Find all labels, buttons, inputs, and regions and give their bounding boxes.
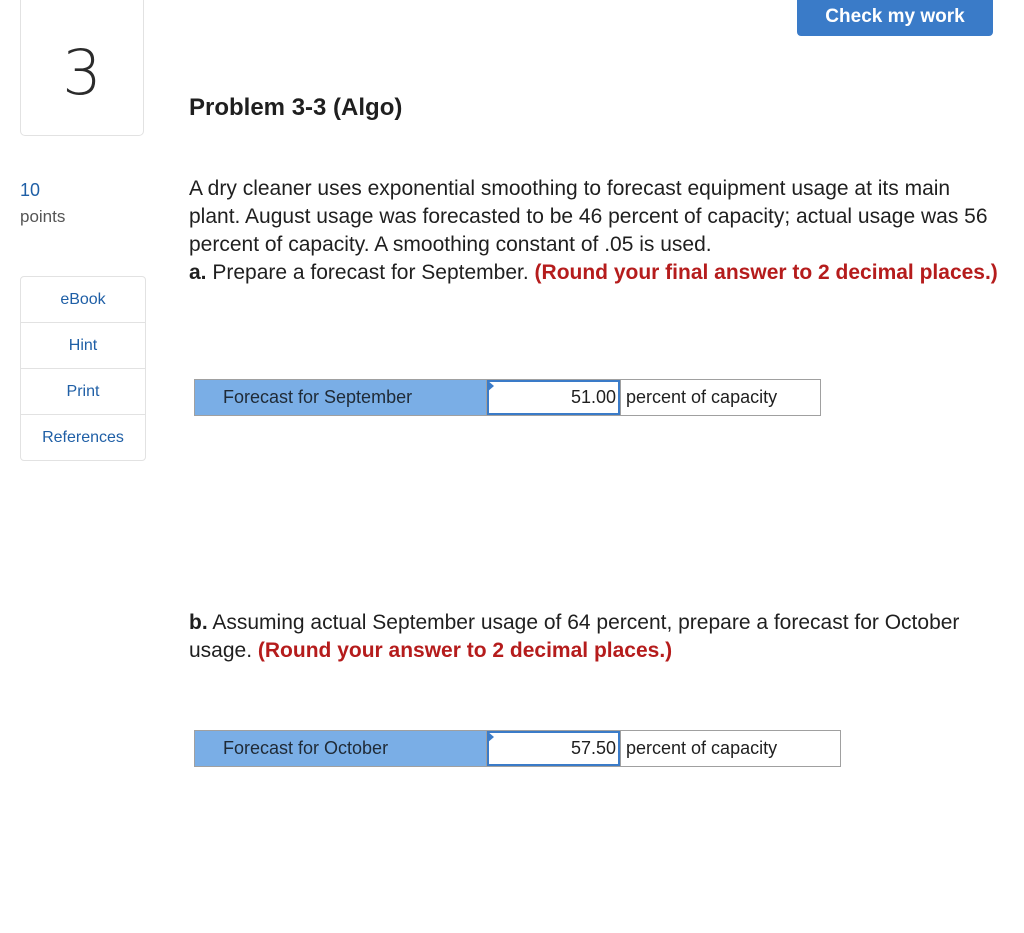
question-text-a bbox=[189, 175, 999, 287]
references-link[interactable]: References bbox=[42, 428, 124, 446]
september-forecast-input[interactable] bbox=[487, 380, 620, 415]
resource-menu bbox=[20, 276, 146, 461]
answer-row-september bbox=[194, 379, 821, 416]
question-text-b bbox=[189, 609, 999, 665]
answer-label-october: Forecast for October bbox=[195, 731, 487, 766]
part-b-instruction: (Round your answer to 2 decimal places.) bbox=[257, 639, 673, 662]
answer-label-september: Forecast for September bbox=[195, 380, 487, 415]
question-number-card bbox=[20, 0, 144, 136]
part-a-letter: a. bbox=[189, 261, 207, 284]
print-link[interactable]: Print bbox=[21, 369, 145, 415]
part-b-text: Assuming actual September usage of 64 percent, prepare a forecast for October usage. bbox=[189, 611, 960, 662]
part-a-text: Prepare a forecast for September. bbox=[206, 261, 535, 284]
input-flag-icon bbox=[487, 380, 494, 392]
october-forecast-input[interactable] bbox=[487, 731, 620, 766]
unit-label-october: percent of capacity bbox=[626, 738, 778, 758]
answer-cell-october bbox=[487, 731, 621, 766]
hint-link[interactable]: Hint bbox=[21, 323, 145, 369]
unit-label-september: percent of capacity bbox=[626, 387, 778, 407]
check-my-work-button[interactable]: Check my work bbox=[797, 0, 993, 36]
part-b-letter: b. bbox=[189, 611, 208, 634]
points-label: points bbox=[20, 207, 66, 226]
answer-cell-september bbox=[487, 380, 621, 415]
problem-title: Problem 3-3 (Algo) bbox=[189, 94, 403, 121]
question-number: 3 bbox=[62, 35, 102, 109]
answer-row-october bbox=[194, 730, 841, 767]
part-a-instruction: (Round your final answer to 2 decimal places.) bbox=[534, 261, 998, 284]
problem-intro: A dry cleaner uses exponential smoothing to forecast equipment usage at its main plant. August usage was forecasted to be 46 percent of capacity; actual usage was 56 percent of capacity. A smoothing constant of .05 is used. bbox=[189, 177, 988, 256]
input-flag-icon bbox=[487, 731, 494, 743]
ebook-link[interactable]: eBook bbox=[21, 277, 145, 323]
points-value: 10 bbox=[20, 180, 41, 200]
